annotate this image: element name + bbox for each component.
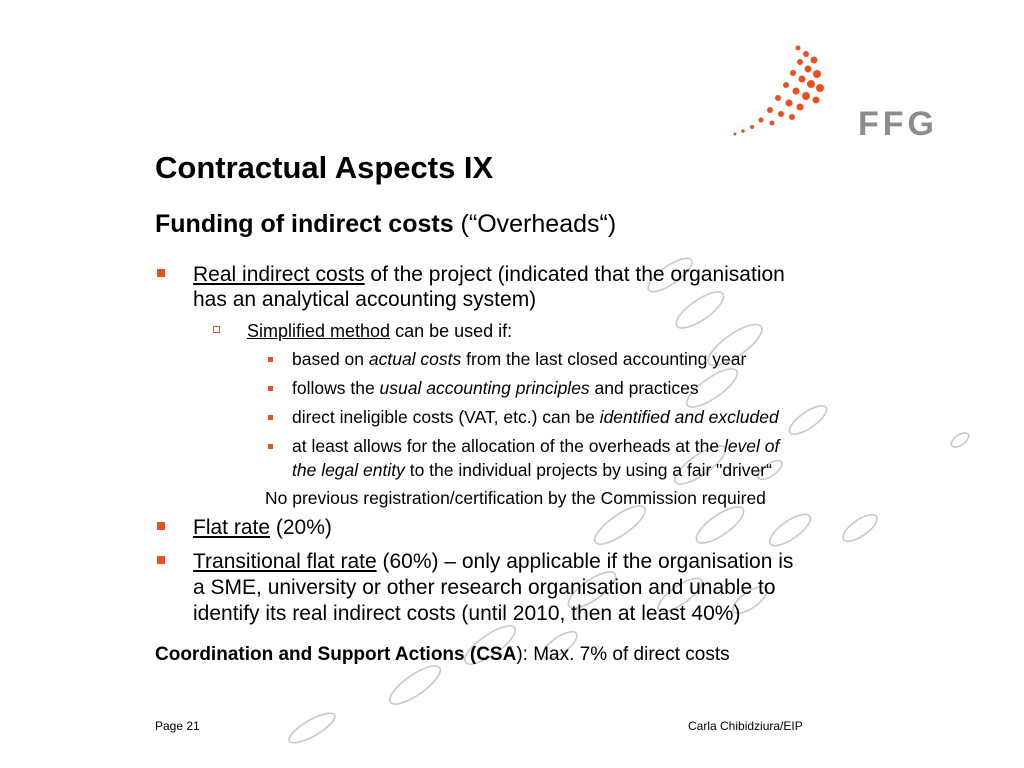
- sub-bullet-text: to the individual projects by using a fair "driver“: [404, 460, 772, 480]
- simplified-method-term: Simplified method: [247, 321, 391, 341]
- sub-bullet-allocation: [292, 435, 779, 457]
- bullet-transitional-cont-2: identify its real indirect costs (until 2010, then at least 40%): [193, 602, 741, 625]
- bullet-marker: [157, 522, 165, 530]
- sub-bullet-accounting-principles: [292, 377, 699, 399]
- bullet-transitional-flat-rate: [193, 550, 793, 574]
- csa-bold: Coordination and Support Actions (CSA: [155, 644, 517, 665]
- transitional-flat-rate-text: (60%) – only applicable if the organisation is: [376, 550, 794, 573]
- sub-bullet-emphasis: usual accounting principles: [379, 378, 590, 398]
- sub-bullet-emphasis: actual costs: [368, 349, 462, 369]
- sub-bullet-actual-costs: [292, 348, 746, 370]
- sub-bullet-emphasis: the legal entity: [292, 460, 405, 480]
- sub-bullet-text: direct ineligible costs (VAT, etc.) can be: [292, 407, 600, 427]
- csa-line: [155, 644, 730, 666]
- bullet-simplified-method: [247, 320, 512, 342]
- ffg-logo: [728, 40, 958, 150]
- sub-bullet-text: follows the: [292, 378, 380, 398]
- footer-author: Carla Chibidziura/EIP: [688, 719, 803, 733]
- svg-text:FFG: FFG: [858, 105, 938, 143]
- csa-rest: ): Max. 7% of direct costs: [516, 644, 730, 665]
- real-indirect-costs-text: of the project (indicated that the organisation: [364, 263, 785, 286]
- flat-rate-text: (20%): [270, 516, 332, 539]
- sub-bullet-text: based on: [292, 349, 369, 369]
- bullet-marker: [268, 386, 273, 391]
- sub-bullet-text: at least allows for the allocation of the overheads at the: [292, 436, 724, 456]
- bullet-marker: [157, 556, 165, 564]
- real-indirect-costs-term: Real indirect costs: [193, 263, 365, 286]
- sub-bullet-text: from the last closed accounting year: [461, 349, 747, 369]
- bullet-transitional-cont-1: a SME, university or other research organisation and unable to: [193, 576, 776, 599]
- bullet-marker: [268, 357, 273, 362]
- bullet-marker: [268, 415, 273, 420]
- bullet-flat-rate: [193, 516, 332, 540]
- subtitle-rest: (“Overheads“): [453, 210, 617, 238]
- transitional-flat-rate-term: Transitional flat rate: [193, 550, 377, 573]
- flat-rate-term: Flat rate: [193, 516, 271, 539]
- sub-bullet-allocation-cont: [292, 459, 772, 481]
- bullet-marker: [157, 269, 165, 277]
- sub-bullet-text: and practices: [589, 378, 699, 398]
- page-subtitle: [155, 210, 616, 239]
- bullet-real-indirect-costs-cont: has an analytical accounting system): [193, 288, 537, 311]
- sub-bullet-emphasis: identified and excluded: [599, 407, 779, 427]
- simplified-method-text: can be used if:: [390, 321, 513, 341]
- no-registration-note: No previous registration/certification by the Commission required: [265, 488, 766, 508]
- bullet-marker: [268, 444, 273, 449]
- subtitle-bold: Funding of indirect costs: [155, 210, 454, 238]
- bullet-real-indirect-costs: [193, 263, 785, 287]
- bullet-marker: [213, 326, 220, 333]
- page-number: Page 21: [155, 719, 200, 733]
- sub-bullet-ineligible-costs: [292, 406, 779, 428]
- page-title: Contractual Aspects IX: [155, 150, 494, 185]
- sub-bullet-emphasis: level of: [723, 436, 780, 456]
